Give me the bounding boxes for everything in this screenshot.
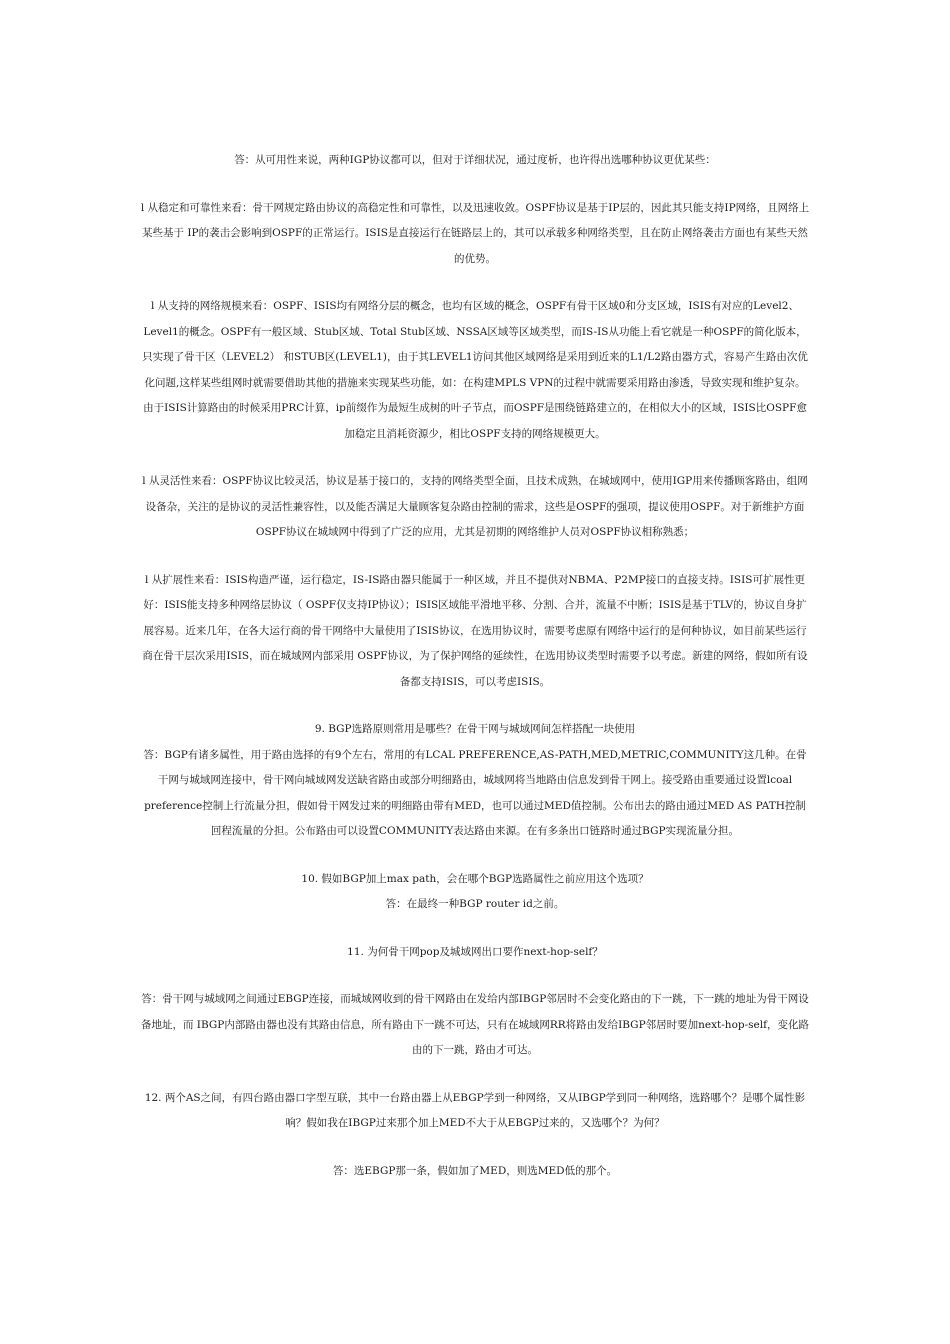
spacer: [140, 1137, 810, 1159]
spacer: [140, 845, 810, 867]
document-page: [140, 148, 810, 1184]
spacer: [140, 174, 810, 196]
spacer: [140, 1064, 810, 1086]
question-11-heading: 11. 为何骨干网pop及城域网出口要作next-hop-self？: [347, 945, 603, 958]
spacer: [140, 695, 810, 717]
spacer: [140, 447, 810, 469]
flexibility-paragraph: l 从灵活性来看：OSPF协议比较灵活，协议是基于接口的，支持的网络类型全面，且技术成熟，在城域网中，使用IGP用来传播顾客路由，组网设备杂，关注的是协议的灵活性兼容性，以及能否满足大量顾客复杂路由控制的需求，这些是OSPF的强项，提议使用OSPF。对于新维护方面OSPF协议在城域网中得到了广泛的应用，尤其是初期的网络维护人员对OSPF协议相称熟悉；: [142, 475, 808, 538]
extensibility-paragraph: l 从扩展性来看：ISIS构造严谨，运行稳定，IS-IS路由器只能属于一种区域，并且不提供对NBMA、P2MP接口的直接支持。ISIS可扩展性更好：ISIS能支持多种网络层协议（ OSPF仅支持IP协议）；ISIS区域能平滑地平移、分割、合并，流量不中断；ISIS是基于TLV的，协议自身扩展容易。近来几年，在各大运行商的骨干网络中大量使用了ISIS协议，在选用协议时，需要考虑原有网络中运行的是何种协议，如目前某些运行商在骨干层次采用ISIS，而在城域网内部采用 OSPF协议，为了保护网络的延续性，在选用协议类型时需要予以考虑。新建的网络，假如所有设备都支持ISIS，可以考虑ISIS。: [142, 573, 808, 688]
answer-11-paragraph: 答：骨干网与城域网之间通过EBGP连接，而城域网收到的骨干网路由在发给内部IBGP邻居时不会变化路由的下一跳，下一跳的地址为骨干网设备地址，而 IBGP内部路由器也没有其路由信息，所有路由下一跳不可达，只有在城域网RR将路由发给IBGP邻居时要加next-hop-self，变化路由的下一跳，路由才可达。: [140, 993, 810, 1056]
answer-9-paragraph: 答：BGP有诸多属性，用于路由选择的有9个左右，常用的有LCAL PREFERENCE,AS-PATH,MED,METRIC,COMMUNITY这几种。在骨干网与城域网连接中，骨干网向城域网发送缺省路由或部分明细路由，城域网将当地路由信息发到骨干网上。接受路由重要通过设置lcoal preference控制上行流量分担，假如骨干网发过来的明细路由带有MED，也可以通过MED值控制。公布出去的路由通过MED AS PATH控制回程流量的分担。公布路由可以设置COMMUNITY表达路由来源。在有多条出口链路时通过BGP实现流量分担。: [143, 748, 807, 837]
spacer: [140, 918, 810, 940]
question-12-heading: 12. 两个AS之间，有四台路由器口字型互联，其中一台路由器上从EBGP学到一种网络，又从IBGP学到同一种网络，选路哪个？是哪个属性影响？假如我在IBGP过来那个加上MED不大于从EBGP过来的，又选哪个？为何？: [144, 1091, 806, 1129]
question-9-heading: 9. BGP选路原则常用是哪些？在骨干网与城域网间怎样搭配一块使用: [314, 723, 636, 735]
spacer: [140, 965, 810, 987]
spacer: [140, 546, 810, 568]
answer-10-paragraph: 答：在最终一种BGP router id之前。: [385, 898, 565, 910]
question-10-heading: 10. 假如BGP加上max path，会在哪个BGP选路属性之前应用这个选项？: [301, 872, 649, 885]
answer-12-paragraph: 答：选EBGP那一条，假如加了MED，则选MED低的那个。: [332, 1164, 618, 1177]
network-scale-paragraph: l 从支持的网络规模来看：OSPF、ISIS均有网络分层的概念，也均有区域的概念，OSPF有骨干区域0和分支区域，ISIS有对应的Level2、 Level1的概念。OSPF有一般区域、Stub区域、Total Stub区域、NSSA区域等区域类型，而IS-IS从功能上看它就是一种OSPF的简化版本，只实现了骨干区（LEVEL2） 和STUB区(LEVEL1)，由于其LEVEL1访问其他区域网络是采用到近来的L1/L2路由器方式，容易产生路由次优化问题,这样某些组网时就需要借助其他的措施来实现某些功能，如：在构建MPLS VPN的过程中就需要采用路由渗透，导致实现和维护复杂。由于ISIS计算路由的时候采用PRC计算，ip前缀作为最短生成树的叶子节点，而OSPF是围绕链路建立的，在相似大小的区域，ISIS比OSPF愈加稳定且消耗资源少，相比OSPF支持的网络规模更大。: [142, 300, 808, 440]
stability-paragraph: l 从稳定和可靠性来看：骨干网规定路由协议的高稳定性和可靠性，以及迅速收敛。OSPF协议是基于IP层的，因此其只能支持IP网络，且网络上某些基于 IP的袭击会影响到OSPF的正常运行。ISIS是直接运行在链路层上的，其可以承载多种网络类型，且在防止网络袭击方面也有某些天然的优势。: [140, 201, 810, 265]
answer-intro-paragraph: 答：从可用性来说，两种IGP协议都可以，但对于详细状况，通过度析，也许得出选哪种协议更优某些：: [234, 154, 716, 166]
spacer: [140, 272, 810, 294]
